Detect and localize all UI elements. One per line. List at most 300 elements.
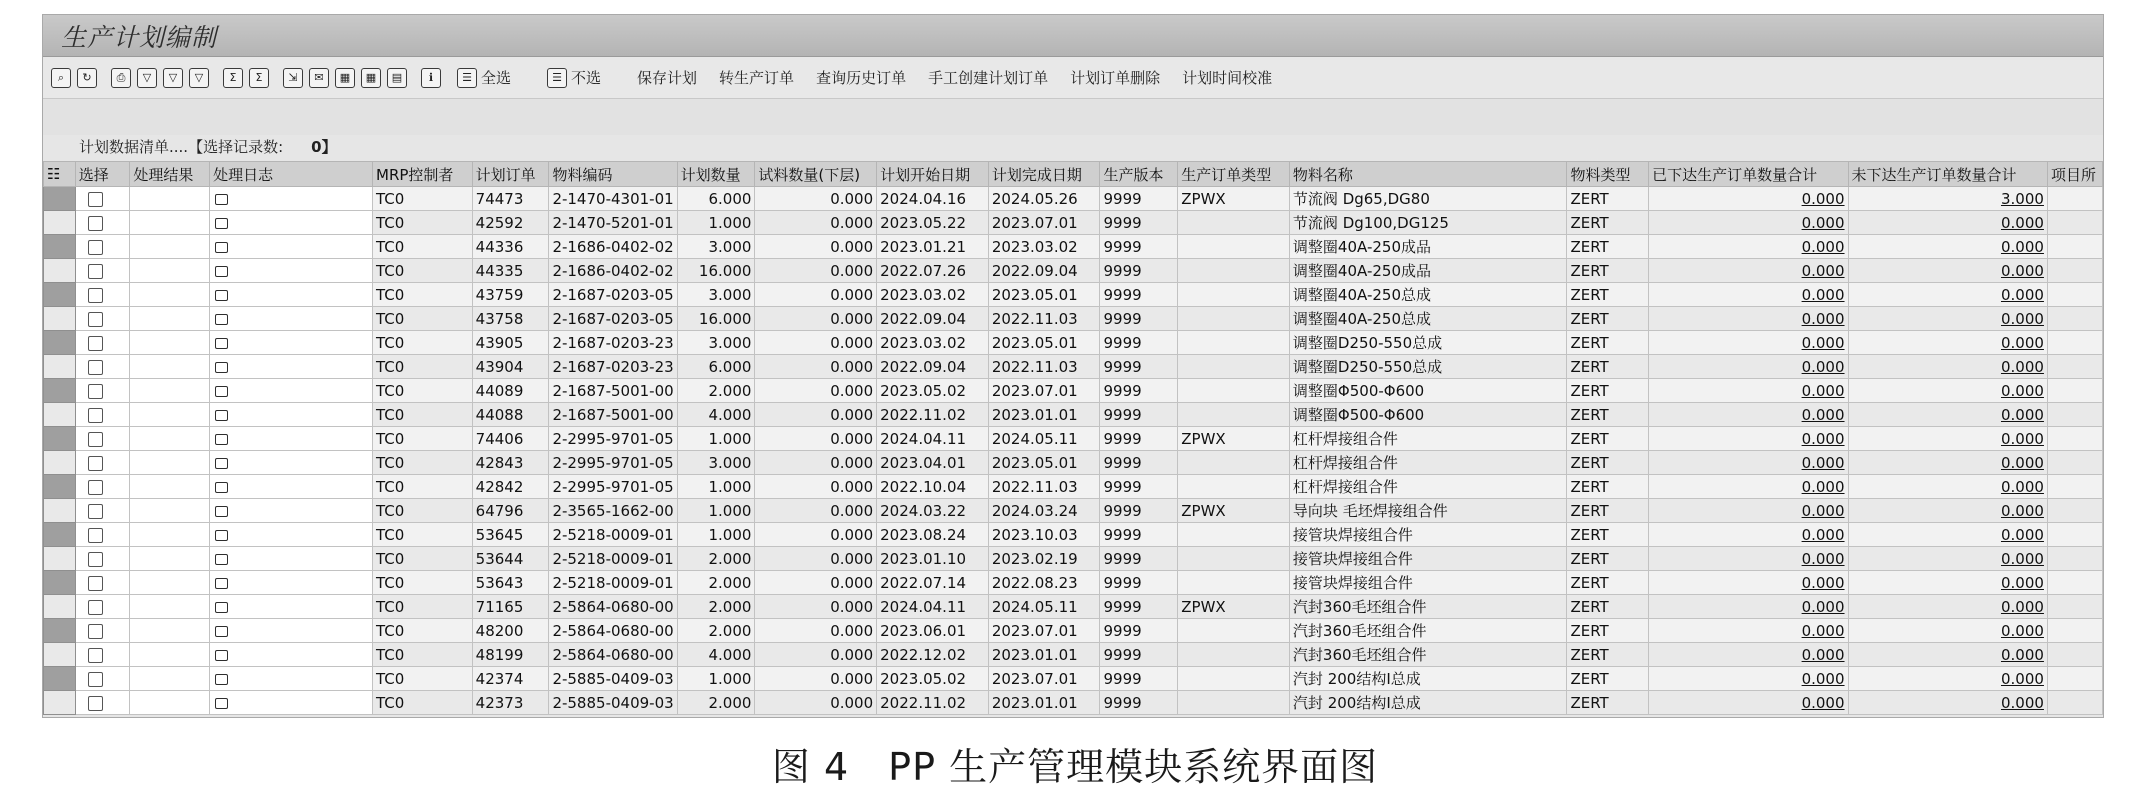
log-cell xyxy=(210,499,373,523)
filter-icon[interactable]: ▽ xyxy=(137,68,157,88)
cell-finish: 2023.05.01 xyxy=(988,283,1100,307)
log-icon[interactable] xyxy=(215,698,228,709)
log-icon[interactable] xyxy=(215,410,228,421)
select-checkbox[interactable] xyxy=(88,432,103,447)
cell-mtype: ZERT xyxy=(1567,427,1649,451)
cell-start: 2023.05.22 xyxy=(877,211,989,235)
cell-unreleased[interactable]: 0.000 xyxy=(1848,547,2047,571)
toolbar-icon-group xyxy=(51,68,457,88)
cell-finish: 2023.01.01 xyxy=(988,643,1100,667)
select-cell xyxy=(75,283,130,307)
result-cell xyxy=(130,451,210,475)
select-checkbox[interactable] xyxy=(88,504,103,519)
select-checkbox[interactable] xyxy=(88,648,103,663)
cell-version: 9999 xyxy=(1100,691,1178,715)
cell-order: 71165 xyxy=(472,595,549,619)
result-cell xyxy=(130,523,210,547)
select-checkbox[interactable] xyxy=(88,336,103,351)
cell-released[interactable]: 0.000 xyxy=(1649,355,1848,379)
row-selector[interactable] xyxy=(44,595,76,619)
cell-finish: 2024.03.24 xyxy=(988,499,1100,523)
cell-name: 杠杆焊接组合件 xyxy=(1289,427,1567,451)
deselect-button[interactable] xyxy=(547,67,601,88)
cell-finish: 2023.05.01 xyxy=(988,451,1100,475)
cell-unreleased[interactable]: 0.000 xyxy=(1848,355,2047,379)
row-selector[interactable] xyxy=(44,475,76,499)
cell-start: 2023.01.10 xyxy=(877,547,989,571)
cell-version: 9999 xyxy=(1100,331,1178,355)
cell-version: 9999 xyxy=(1100,403,1178,427)
select-cell xyxy=(75,211,130,235)
cell-released[interactable]: 0.000 xyxy=(1649,619,1848,643)
select-cell xyxy=(75,523,130,547)
log-cell xyxy=(210,547,373,571)
cell-project xyxy=(2047,187,2102,211)
cell-order: 74406 xyxy=(472,427,549,451)
row-selector[interactable] xyxy=(44,499,76,523)
cell-unreleased[interactable]: 0.000 xyxy=(1848,283,2047,307)
cell-qty: 1.000 xyxy=(677,667,755,691)
cell-unreleased[interactable]: 0.000 xyxy=(1848,259,2047,283)
row-selector[interactable] xyxy=(44,451,76,475)
row-selector[interactable] xyxy=(44,691,76,715)
cell-finish: 2022.09.04 xyxy=(988,259,1100,283)
cell-unreleased[interactable]: 0.000 xyxy=(1848,667,2047,691)
col-header[interactable]: 生产版本 xyxy=(1100,162,1178,187)
log-icon[interactable] xyxy=(215,266,228,277)
cell-unreleased[interactable]: 0.000 xyxy=(1848,235,2047,259)
cell-qty: 6.000 xyxy=(677,355,755,379)
cell-unreleased[interactable]: 0.000 xyxy=(1848,331,2047,355)
cell-released[interactable]: 0.000 xyxy=(1649,475,1848,499)
col-header[interactable]: 生产订单类型 xyxy=(1178,162,1290,187)
cell-unreleased[interactable]: 0.000 xyxy=(1848,427,2047,451)
cell-released[interactable]: 0.000 xyxy=(1649,427,1848,451)
save-layout-icon[interactable]: ▤ xyxy=(387,68,407,88)
cell-mtype: ZERT xyxy=(1567,619,1649,643)
log-cell xyxy=(210,235,373,259)
cell-mrp: TC0 xyxy=(373,523,473,547)
convert-production-order-button[interactable]: 转生产订单 xyxy=(719,69,795,87)
select-checkbox[interactable] xyxy=(88,480,103,495)
select-checkbox[interactable] xyxy=(88,408,103,423)
cell-qty: 3.000 xyxy=(677,331,755,355)
cell-released[interactable]: 0.000 xyxy=(1649,403,1848,427)
cell-name: 杠杆焊接组合件 xyxy=(1289,475,1567,499)
cell-start: 2022.07.14 xyxy=(877,571,989,595)
table-row xyxy=(44,523,2103,547)
cell-mtype: ZERT xyxy=(1567,547,1649,571)
cell-mrp: TC0 xyxy=(373,259,473,283)
cell-material: 2-5864-0680-00 xyxy=(549,619,677,643)
row-selector[interactable] xyxy=(44,619,76,643)
col-header[interactable]: MRP控制者 xyxy=(373,162,473,187)
table-row xyxy=(44,499,2103,523)
info-icon[interactable]: ℹ xyxy=(421,68,441,88)
select-checkbox[interactable] xyxy=(88,384,103,399)
cell-finish: 2023.10.03 xyxy=(988,523,1100,547)
filter-delete-icon[interactable]: ▽ xyxy=(189,68,209,88)
cell-mrp: TC0 xyxy=(373,667,473,691)
calibrate-plan-time-button[interactable]: 计划时间校准 xyxy=(1182,69,1273,87)
select-cell xyxy=(75,451,130,475)
cell-unreleased[interactable]: 0.000 xyxy=(1848,643,2047,667)
cell-version: 9999 xyxy=(1100,379,1178,403)
row-selector[interactable] xyxy=(44,379,76,403)
cell-otype: ZPWX xyxy=(1178,427,1290,451)
cell-project xyxy=(2047,547,2102,571)
select-checkbox[interactable] xyxy=(88,312,103,327)
cell-name: 汽封360毛坯组合件 xyxy=(1289,595,1567,619)
cell-qty: 3.000 xyxy=(677,451,755,475)
cell-unreleased[interactable]: 0.000 xyxy=(1848,691,2047,715)
cell-mrp: TC0 xyxy=(373,475,473,499)
cell-unreleased[interactable]: 0.000 xyxy=(1848,211,2047,235)
log-icon[interactable] xyxy=(215,338,228,349)
cell-qty: 1.000 xyxy=(677,427,755,451)
row-selector[interactable] xyxy=(44,427,76,451)
deselect-label: 不选 xyxy=(571,69,602,87)
detail-icon[interactable]: ⌕ xyxy=(51,68,71,88)
cell-released[interactable]: 0.000 xyxy=(1649,187,1848,211)
log-icon[interactable] xyxy=(215,218,228,229)
result-cell xyxy=(130,355,210,379)
select-cell xyxy=(75,331,130,355)
cell-mtype: ZERT xyxy=(1567,451,1649,475)
cell-mtype: ZERT xyxy=(1567,379,1649,403)
cell-project xyxy=(2047,379,2102,403)
cell-start: 2022.10.04 xyxy=(877,475,989,499)
cell-mtype: ZERT xyxy=(1567,331,1649,355)
cell-released[interactable]: 0.000 xyxy=(1649,283,1848,307)
log-icon[interactable] xyxy=(215,482,228,493)
cell-version: 9999 xyxy=(1100,667,1178,691)
cell-qty: 4.000 xyxy=(677,643,755,667)
col-header[interactable]: 选择 xyxy=(75,162,130,187)
cell-released[interactable]: 0.000 xyxy=(1649,667,1848,691)
cell-finish: 2022.11.03 xyxy=(988,355,1100,379)
cell-finish: 2024.05.11 xyxy=(988,427,1100,451)
cell-project xyxy=(2047,235,2102,259)
cell-otype xyxy=(1178,571,1290,595)
cell-project xyxy=(2047,283,2102,307)
table-row xyxy=(44,571,2103,595)
select-checkbox[interactable] xyxy=(88,696,103,711)
cell-material: 2-5218-0009-01 xyxy=(549,523,677,547)
log-cell xyxy=(210,667,373,691)
cell-mtype: ZERT xyxy=(1567,499,1649,523)
col-header[interactable]: 已下达生产订单数量合计 xyxy=(1649,162,1848,187)
cell-order: 42373 xyxy=(472,691,549,715)
cell-project xyxy=(2047,403,2102,427)
cell-released[interactable]: 0.000 xyxy=(1649,547,1848,571)
log-icon[interactable] xyxy=(215,434,228,445)
cell-start: 2022.09.04 xyxy=(877,355,989,379)
log-icon[interactable] xyxy=(215,506,228,517)
log-icon[interactable] xyxy=(215,626,228,637)
cell-released[interactable]: 0.000 xyxy=(1649,523,1848,547)
cell-unreleased[interactable]: 0.000 xyxy=(1848,523,2047,547)
cell-finish: 2022.11.03 xyxy=(988,307,1100,331)
cell-version: 9999 xyxy=(1100,571,1178,595)
col-header[interactable]: 物料类型 xyxy=(1567,162,1649,187)
select-cell xyxy=(75,307,130,331)
log-cell xyxy=(210,187,373,211)
cell-material: 2-1687-0203-05 xyxy=(549,283,677,307)
cell-project xyxy=(2047,667,2102,691)
cell-mtype: ZERT xyxy=(1567,355,1649,379)
log-icon[interactable] xyxy=(215,242,228,253)
log-icon[interactable] xyxy=(215,674,228,685)
cell-trial: 0.000 xyxy=(755,331,877,355)
cell-order: 53645 xyxy=(472,523,549,547)
subtotal-icon[interactable]: Σ xyxy=(249,68,269,88)
row-selector-header[interactable]: ☷ xyxy=(44,162,76,187)
cell-start: 2023.06.01 xyxy=(877,619,989,643)
col-header[interactable]: 试料数量(下层) xyxy=(755,162,877,187)
cell-order: 43905 xyxy=(472,331,549,355)
grid-header-row xyxy=(44,162,2103,187)
row-selector[interactable] xyxy=(44,571,76,595)
cell-unreleased[interactable]: 0.000 xyxy=(1848,451,2047,475)
log-icon[interactable] xyxy=(215,194,228,205)
create-planned-order-button[interactable]: 手工创建计划订单 xyxy=(928,69,1049,87)
result-cell xyxy=(130,667,210,691)
select-cell xyxy=(75,667,130,691)
col-header[interactable]: 计划数量 xyxy=(677,162,755,187)
table-row xyxy=(44,355,2103,379)
log-icon[interactable] xyxy=(215,602,228,613)
row-selector[interactable] xyxy=(44,523,76,547)
cell-finish: 2023.03.02 xyxy=(988,235,1100,259)
cell-unreleased[interactable]: 0.000 xyxy=(1848,499,2047,523)
select-cell xyxy=(75,187,130,211)
col-header[interactable]: 计划开始日期 xyxy=(877,162,989,187)
cell-mrp: TC0 xyxy=(373,595,473,619)
log-cell xyxy=(210,379,373,403)
cell-mrp: TC0 xyxy=(373,691,473,715)
select-checkbox[interactable] xyxy=(88,240,103,255)
layout-icon[interactable]: ▦ xyxy=(335,68,355,88)
cell-qty: 2.000 xyxy=(677,547,755,571)
cell-version: 9999 xyxy=(1100,427,1178,451)
row-selector[interactable] xyxy=(44,643,76,667)
cell-qty: 16.000 xyxy=(677,259,755,283)
cell-qty: 1.000 xyxy=(677,523,755,547)
select-cell xyxy=(75,355,130,379)
result-cell xyxy=(130,691,210,715)
cell-released[interactable]: 0.000 xyxy=(1649,259,1848,283)
select-checkbox[interactable] xyxy=(88,216,103,231)
cell-start: 2022.11.02 xyxy=(877,403,989,427)
log-icon[interactable] xyxy=(215,314,228,325)
log-icon[interactable] xyxy=(215,362,228,373)
row-selector[interactable] xyxy=(44,307,76,331)
cell-otype xyxy=(1178,667,1290,691)
table-row xyxy=(44,379,2103,403)
cell-trial: 0.000 xyxy=(755,379,877,403)
cell-released[interactable]: 0.000 xyxy=(1649,211,1848,235)
select-checkbox[interactable] xyxy=(88,552,103,567)
cell-unreleased[interactable]: 0.000 xyxy=(1848,475,2047,499)
row-selector[interactable] xyxy=(44,235,76,259)
cell-mrp: TC0 xyxy=(373,403,473,427)
cell-mtype: ZERT xyxy=(1567,283,1649,307)
filter-set-icon[interactable]: ▽ xyxy=(163,68,183,88)
table-row xyxy=(44,547,2103,571)
cell-released[interactable]: 0.000 xyxy=(1649,331,1848,355)
row-selector[interactable] xyxy=(44,187,76,211)
cell-trial: 0.000 xyxy=(755,667,877,691)
col-header[interactable]: 处理日志 xyxy=(210,162,373,187)
cell-version: 9999 xyxy=(1100,523,1178,547)
print-icon[interactable]: ⎙ xyxy=(111,68,131,88)
col-header[interactable]: 物料名称 xyxy=(1289,162,1567,187)
log-icon[interactable] xyxy=(215,650,228,661)
cell-otype xyxy=(1178,235,1290,259)
cell-released[interactable]: 0.000 xyxy=(1649,643,1848,667)
cell-order: 74473 xyxy=(472,187,549,211)
cell-otype: ZPWX xyxy=(1178,187,1290,211)
col-header[interactable]: 物料编码 xyxy=(549,162,677,187)
cell-mrp: TC0 xyxy=(373,283,473,307)
log-cell xyxy=(210,619,373,643)
cell-released[interactable]: 0.000 xyxy=(1649,691,1848,715)
select-cell xyxy=(75,595,130,619)
sum-icon[interactable]: Σ xyxy=(223,68,243,88)
row-selector[interactable] xyxy=(44,355,76,379)
cell-name: 节流阀 Dg100,DG125 xyxy=(1289,211,1567,235)
select-checkbox[interactable] xyxy=(88,192,103,207)
cell-trial: 0.000 xyxy=(755,499,877,523)
col-header[interactable]: 项目所 xyxy=(2047,162,2102,187)
row-selector[interactable] xyxy=(44,331,76,355)
select-checkbox[interactable] xyxy=(88,624,103,639)
cell-name: 导向块 毛坯焊接组合件 xyxy=(1289,499,1567,523)
col-header[interactable]: 未下达生产订单数量合计 xyxy=(1848,162,2047,187)
cell-released[interactable]: 0.000 xyxy=(1649,307,1848,331)
select-checkbox[interactable] xyxy=(88,672,103,687)
cell-project xyxy=(2047,643,2102,667)
delete-planned-order-button[interactable]: 计划订单删除 xyxy=(1070,69,1161,87)
select-checkbox[interactable] xyxy=(88,456,103,471)
select-cell xyxy=(75,547,130,571)
cell-unreleased[interactable]: 0.000 xyxy=(1848,379,2047,403)
query-history-orders-button[interactable]: 查询历史订单 xyxy=(816,69,907,87)
cell-order: 64796 xyxy=(472,499,549,523)
cell-name: 汽封 200结构Ⅰ总成 xyxy=(1289,667,1567,691)
cell-project xyxy=(2047,259,2102,283)
cell-finish: 2022.08.23 xyxy=(988,571,1100,595)
row-selector[interactable] xyxy=(44,667,76,691)
select-checkbox[interactable] xyxy=(88,600,103,615)
list-title: 计划数据清单....【选择记录数: xyxy=(79,137,284,156)
log-icon[interactable] xyxy=(215,386,228,397)
save-plan-button[interactable]: 保存计划 xyxy=(637,69,698,87)
table-row xyxy=(44,211,2103,235)
table-row xyxy=(44,475,2103,499)
select-all-button[interactable] xyxy=(457,67,511,88)
sap-window xyxy=(42,14,2104,718)
select-checkbox[interactable] xyxy=(88,360,103,375)
cell-otype xyxy=(1178,451,1290,475)
select-cell xyxy=(75,499,130,523)
log-icon[interactable] xyxy=(215,458,228,469)
cell-unreleased[interactable]: 0.000 xyxy=(1848,595,2047,619)
row-selector[interactable] xyxy=(44,211,76,235)
result-cell xyxy=(130,403,210,427)
row-selector[interactable] xyxy=(44,259,76,283)
row-selector[interactable] xyxy=(44,403,76,427)
log-icon[interactable] xyxy=(215,554,228,565)
cell-unreleased[interactable]: 0.000 xyxy=(1848,571,2047,595)
log-cell xyxy=(210,355,373,379)
log-icon[interactable] xyxy=(215,530,228,541)
cell-unreleased[interactable]: 3.000 xyxy=(1848,187,2047,211)
cell-order: 48199 xyxy=(472,643,549,667)
select-cell xyxy=(75,379,130,403)
row-selector[interactable] xyxy=(44,547,76,571)
table-row xyxy=(44,235,2103,259)
cell-released[interactable]: 0.000 xyxy=(1649,571,1848,595)
cell-material: 2-1687-5001-00 xyxy=(549,379,677,403)
col-header[interactable]: 计划完成日期 xyxy=(988,162,1100,187)
cell-version: 9999 xyxy=(1100,211,1178,235)
result-cell xyxy=(130,499,210,523)
send-icon[interactable]: ✉ xyxy=(309,68,329,88)
cell-version: 9999 xyxy=(1100,259,1178,283)
select-checkbox[interactable] xyxy=(88,288,103,303)
table-row xyxy=(44,643,2103,667)
cell-unreleased[interactable]: 0.000 xyxy=(1848,307,2047,331)
cell-material: 2-2995-9701-05 xyxy=(549,475,677,499)
row-selector[interactable] xyxy=(44,283,76,307)
cell-released[interactable]: 0.000 xyxy=(1649,499,1848,523)
col-header[interactable]: 计划订单 xyxy=(472,162,549,187)
cell-trial: 0.000 xyxy=(755,547,877,571)
select-checkbox[interactable] xyxy=(88,576,103,591)
cell-trial: 0.000 xyxy=(755,451,877,475)
cell-order: 43758 xyxy=(472,307,549,331)
cell-unreleased[interactable]: 0.000 xyxy=(1848,619,2047,643)
select-checkbox[interactable] xyxy=(88,264,103,279)
cell-released[interactable]: 0.000 xyxy=(1649,235,1848,259)
cell-trial: 0.000 xyxy=(755,619,877,643)
cell-material: 2-5864-0680-00 xyxy=(549,643,677,667)
table-row xyxy=(44,403,2103,427)
log-icon[interactable] xyxy=(215,578,228,589)
cell-mtype: ZERT xyxy=(1567,475,1649,499)
export-icon[interactable]: ⇲ xyxy=(283,68,303,88)
col-header[interactable]: 处理结果 xyxy=(130,162,210,187)
cell-unreleased[interactable]: 0.000 xyxy=(1848,403,2047,427)
cell-released[interactable]: 0.000 xyxy=(1649,595,1848,619)
cell-released[interactable]: 0.000 xyxy=(1649,451,1848,475)
select-checkbox[interactable] xyxy=(88,528,103,543)
cell-start: 2023.03.02 xyxy=(877,331,989,355)
select-cell xyxy=(75,643,130,667)
cell-version: 9999 xyxy=(1100,235,1178,259)
cell-mrp: TC0 xyxy=(373,499,473,523)
refresh-icon[interactable]: ↻ xyxy=(77,68,97,88)
cell-released[interactable]: 0.000 xyxy=(1649,379,1848,403)
deselect-icon: ☰ xyxy=(547,68,567,88)
cell-finish: 2023.05.01 xyxy=(988,331,1100,355)
cell-project xyxy=(2047,211,2102,235)
choose-layout-icon[interactable]: ▦ xyxy=(361,68,381,88)
log-icon[interactable] xyxy=(215,290,228,301)
select-cell xyxy=(75,691,130,715)
